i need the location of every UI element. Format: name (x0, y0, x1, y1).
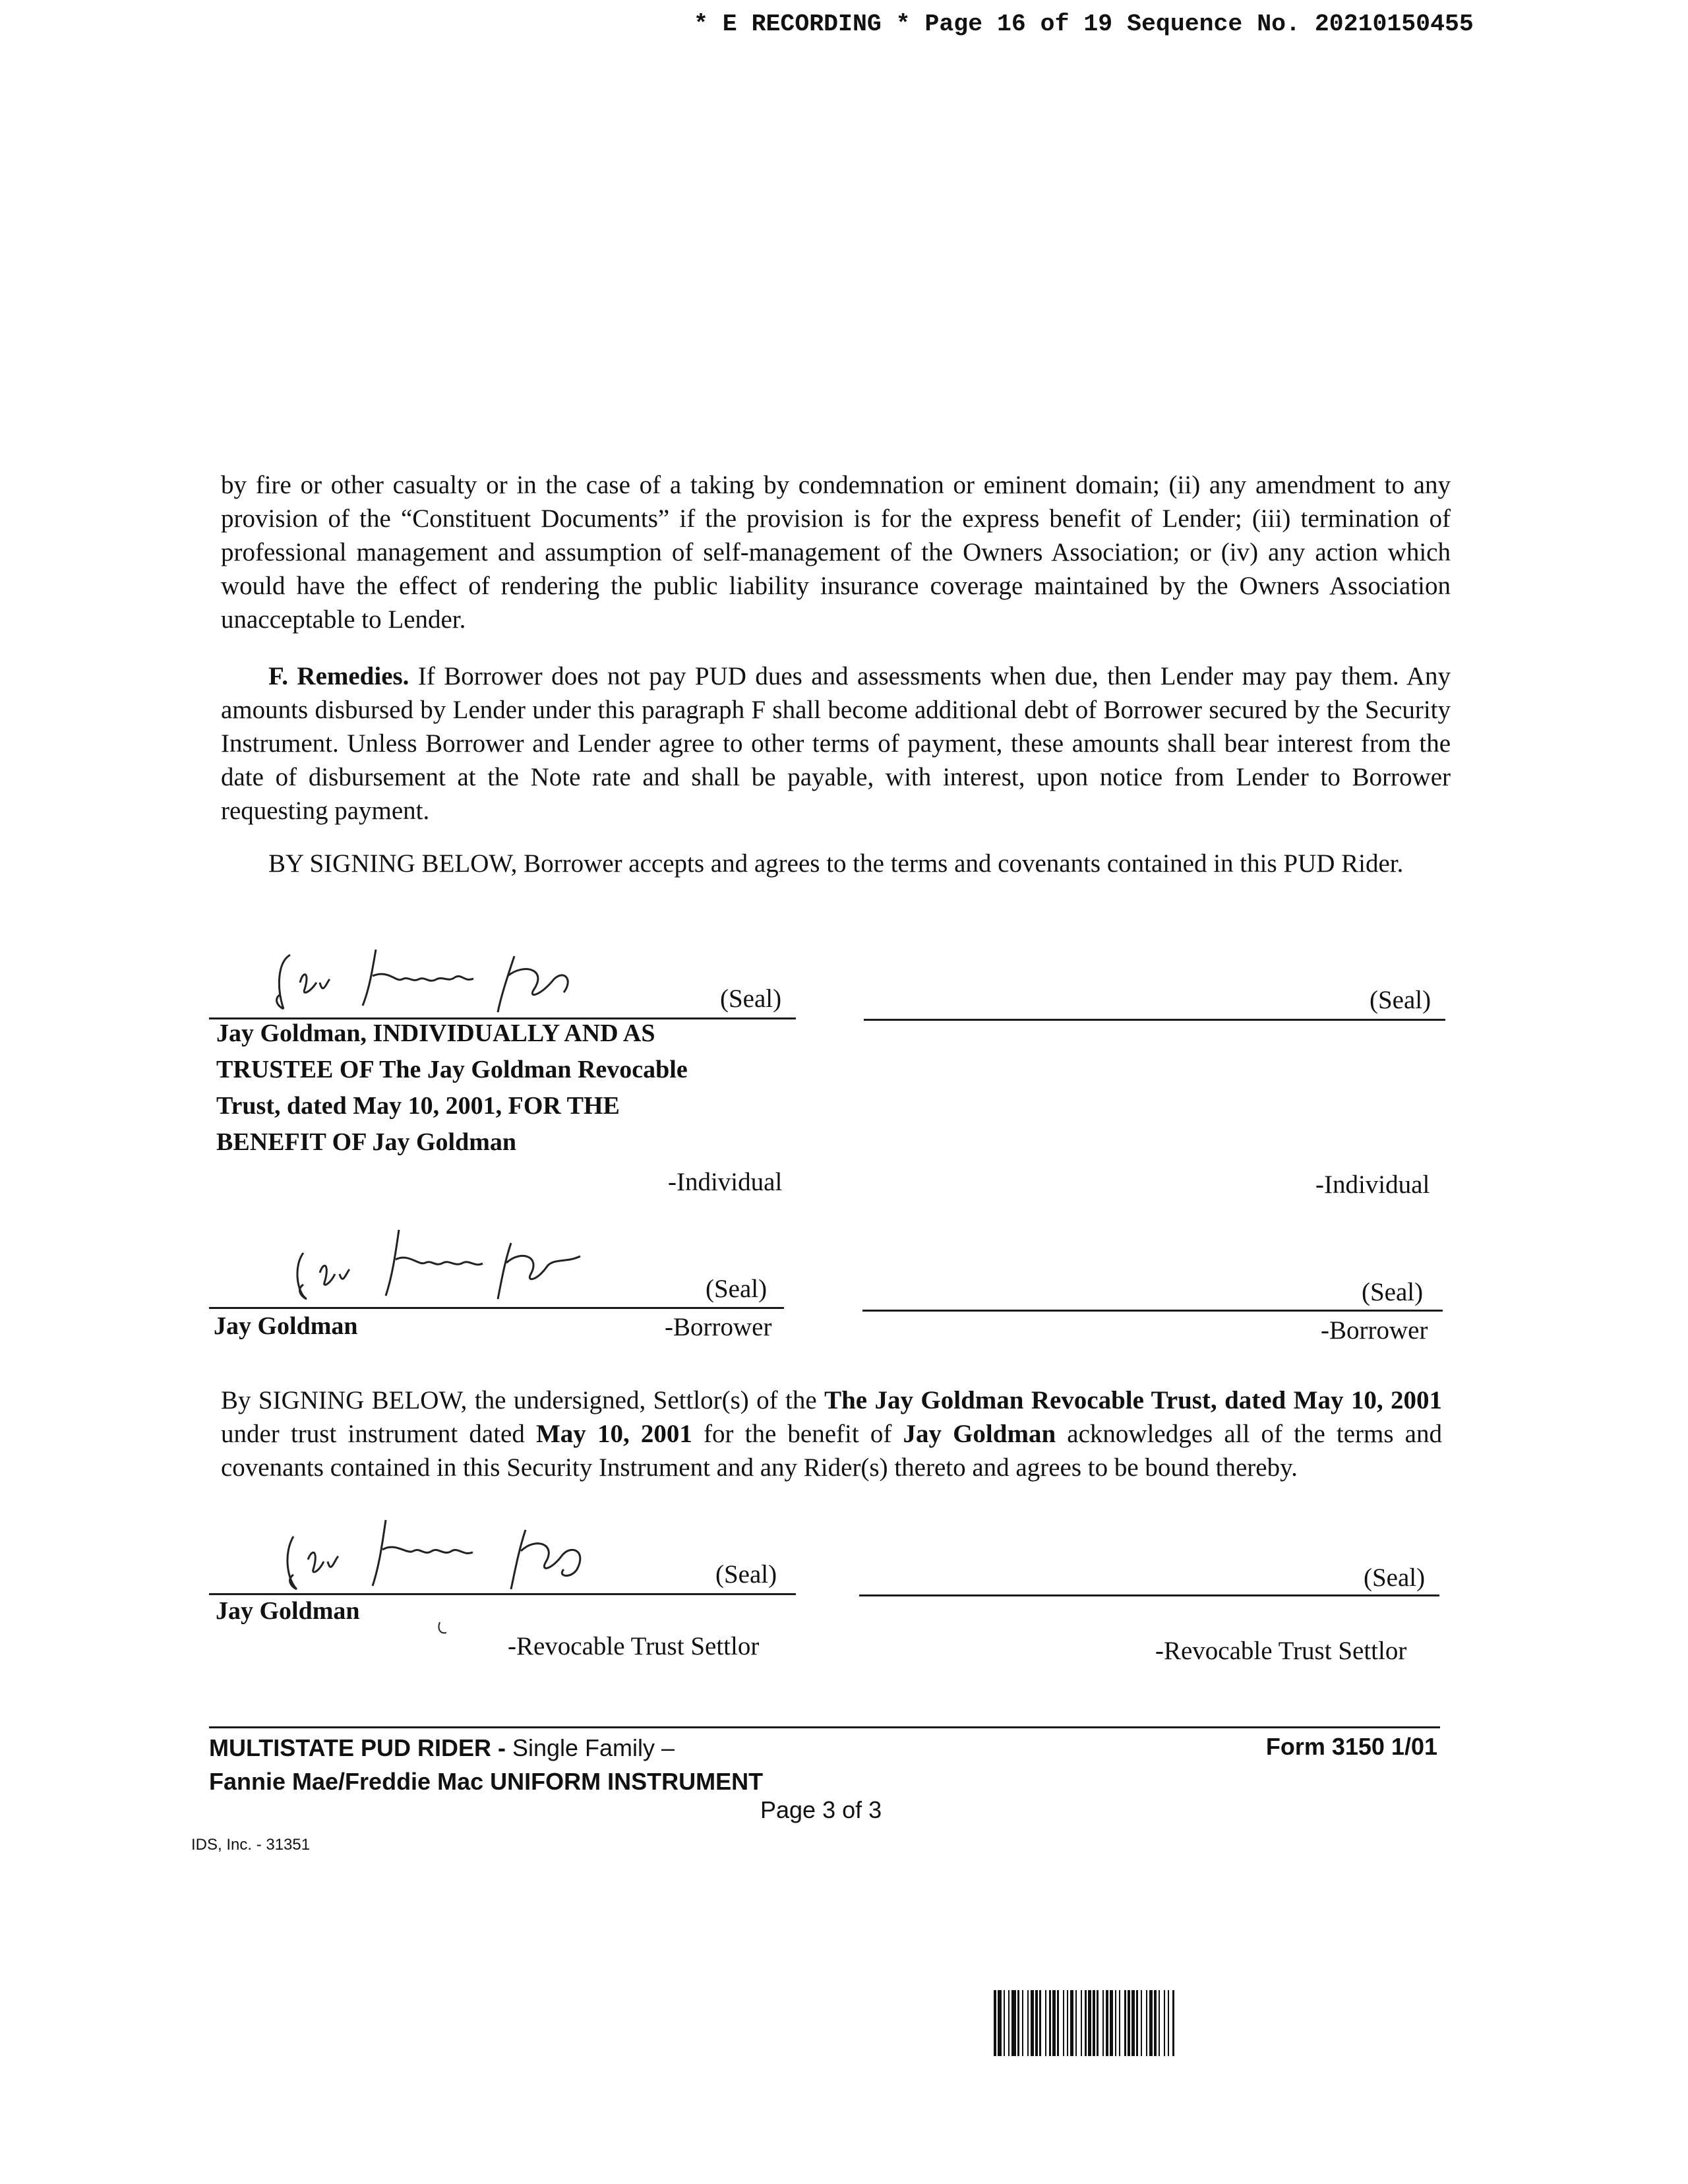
barcode-bar (1035, 1990, 1038, 2056)
barcode-bar (1027, 1990, 1029, 2056)
role-label-left-1: -Individual (668, 1168, 783, 1196)
trust-date: May 10, 2001 (535, 1420, 692, 1448)
barcode-bar (1070, 1990, 1073, 2056)
barcode-bar (1141, 1990, 1142, 2056)
signer-name-line: TRUSTEE OF The Jay Goldman Revocable (216, 1056, 688, 1083)
role-label-right-1: -Individual (1315, 1170, 1430, 1199)
recording-header: * E RECORDING * Page 16 of 19 Sequence No. 20210150455 (694, 11, 1474, 38)
paragraph-amendment-terms: by fire or other casualty or in the case of a taking by condemnation or eminent domain; (ii) any amendment to any provision of the “Constituent Documents” if the provision is for the express benefit of Lender; (iii) termination of professional management and assumption of self-management of the Owners Association; or (iv) any action which would have the effect of rendering the public liability insurance coverage maintained by the Owners Association unacceptable to Lender. (221, 471, 1451, 634)
barcode-bar (1128, 1990, 1130, 2056)
settlor-text-4: acknowledges all of the terms and covenants contained in this Security Instrument and any Rider(s) thereto and agrees to be bound thereby. (221, 1420, 1442, 1482)
paragraph-signing-acceptance: BY SIGNING BELOW, Borrower accepts and agrees to the terms and covenants contained in this PUD Rider. (268, 849, 1404, 878)
form-title-regular: Single Family – (512, 1734, 675, 1761)
barcode-bar (1022, 1990, 1023, 2056)
signature-jay-goldman-1 (264, 943, 620, 1016)
role-label-left-3: -Revocable Trust Settlor (508, 1632, 760, 1660)
barcode-bar (1011, 1990, 1016, 2056)
settlor-text-2: under trust instrument dated (221, 1420, 536, 1448)
form-number: Form 3150 1/01 (1265, 1733, 1437, 1760)
barcode-bar (1106, 1990, 1108, 2056)
role-label-left-2: -Borrower (665, 1313, 772, 1341)
barcode-bar (1093, 1990, 1095, 2056)
paragraph-remedies (221, 659, 1451, 828)
barcode-bar (994, 1990, 996, 2056)
role-label-right-2: -Borrower (1321, 1316, 1428, 1345)
signer-name-2: Jay Goldman (214, 1312, 358, 1340)
settlor-text-3: for the benefit of (692, 1420, 903, 1448)
barcode-bar (1136, 1990, 1138, 2056)
barcode-bar (1081, 1990, 1082, 2056)
form-title (209, 1731, 763, 1765)
barcode-bar (1110, 1990, 1113, 2056)
barcode-bar (1004, 1990, 1005, 2056)
barcode-bar (1124, 1990, 1126, 2056)
barcode-bar (1067, 1990, 1068, 2056)
barcode-bar (1102, 1990, 1104, 2056)
signer-name-line: Jay Goldman, INDIVIDUALLY AND AS (216, 1019, 655, 1047)
signature-jay-goldman-3 (267, 1510, 636, 1602)
page-number: Page 3 of 3 (760, 1796, 882, 1823)
barcode-bar (1131, 1990, 1135, 2056)
signature-line-right-2 (862, 1310, 1443, 1312)
signer-name-3: Jay Goldman (216, 1597, 360, 1625)
signature-line-right-3 (859, 1594, 1439, 1596)
remedies-text: If Borrower does not pay PUD dues and assessments when due, then Lender may pay them. Any amounts disbursed by Lender under this paragraph F shall become additional debt of Borrower secured by the Security Instrument. Unless Borrower and Lender agree to other terms of payment, these amounts shall bear interest from the date of disbursement at the Note rate and shall be payable, with interest, upon notice from Lender to Borrower requesting payment. (221, 662, 1451, 825)
barcode-bar (1154, 1990, 1157, 2056)
barcode-bar (1115, 1990, 1116, 2056)
barcode-bar (1097, 1990, 1099, 2056)
barcode-bar (1149, 1990, 1153, 2056)
barcode-bar (998, 1990, 1002, 2056)
signer-name-block-1 (216, 1016, 688, 1161)
role-label-right-3: -Revocable Trust Settlor (1155, 1637, 1407, 1665)
seal-label-left-1: (Seal) (720, 985, 782, 1013)
signature-jay-goldman-2 (277, 1227, 593, 1306)
footer-divider (209, 1726, 1440, 1728)
paragraph-settlor-acknowledgment (221, 1383, 1442, 1484)
barcode-bar (1063, 1990, 1064, 2056)
signature-line-right-1 (864, 1019, 1445, 1021)
barcode-bar (1052, 1990, 1056, 2056)
barcode-bar (1088, 1990, 1091, 2056)
barcode-bar (1057, 1990, 1059, 2056)
barcode-bar (1119, 1990, 1120, 2056)
signer-name-line: Trust, dated May 10, 2001, FOR THE (216, 1092, 620, 1120)
vendor-code: IDS, Inc. - 31351 (191, 1836, 311, 1854)
barcode-bar (1075, 1990, 1077, 2056)
barcode-bar (1049, 1990, 1051, 2056)
form-subtitle: Fannie Mae/Freddie Mac UNIFORM INSTRUMENT (209, 1768, 764, 1795)
remedies-heading: F. Remedies. (268, 662, 409, 690)
trust-name: The Jay Goldman Revocable Trust, dated May 10, 2001 (824, 1386, 1442, 1414)
seal-label-right-3: (Seal) (1364, 1563, 1426, 1592)
barcode-bar (1039, 1990, 1041, 2056)
barcode-bar (1146, 1990, 1147, 2056)
barcode-bar (1168, 1990, 1169, 2056)
barcode-bar (1017, 1990, 1019, 2056)
barcode-bar (1085, 1990, 1087, 2056)
beneficiary-name: Jay Goldman (903, 1420, 1056, 1448)
barcode-bar (1172, 1990, 1174, 2056)
barcode-bar (1159, 1990, 1160, 2056)
barcode-bar (1031, 1990, 1034, 2056)
form-title-block (209, 1731, 763, 1798)
barcode-bar (1008, 1990, 1010, 2056)
seal-label-right-1: (Seal) (1370, 986, 1432, 1014)
seal-label-left-2: (Seal) (706, 1275, 768, 1303)
seal-label-left-3: (Seal) (715, 1560, 777, 1589)
barcode-bar (1045, 1990, 1046, 2056)
form-title-bold: MULTISTATE PUD RIDER - (209, 1734, 512, 1761)
signer-name-line: BENEFIT OF Jay Goldman (216, 1128, 517, 1156)
document-barcode (994, 1990, 1432, 2056)
seal-label-right-2: (Seal) (1362, 1278, 1424, 1306)
barcode-bar (1164, 1990, 1165, 2056)
settlor-text-1: By SIGNING BELOW, the undersigned, Settlor(s) of the (221, 1386, 825, 1414)
